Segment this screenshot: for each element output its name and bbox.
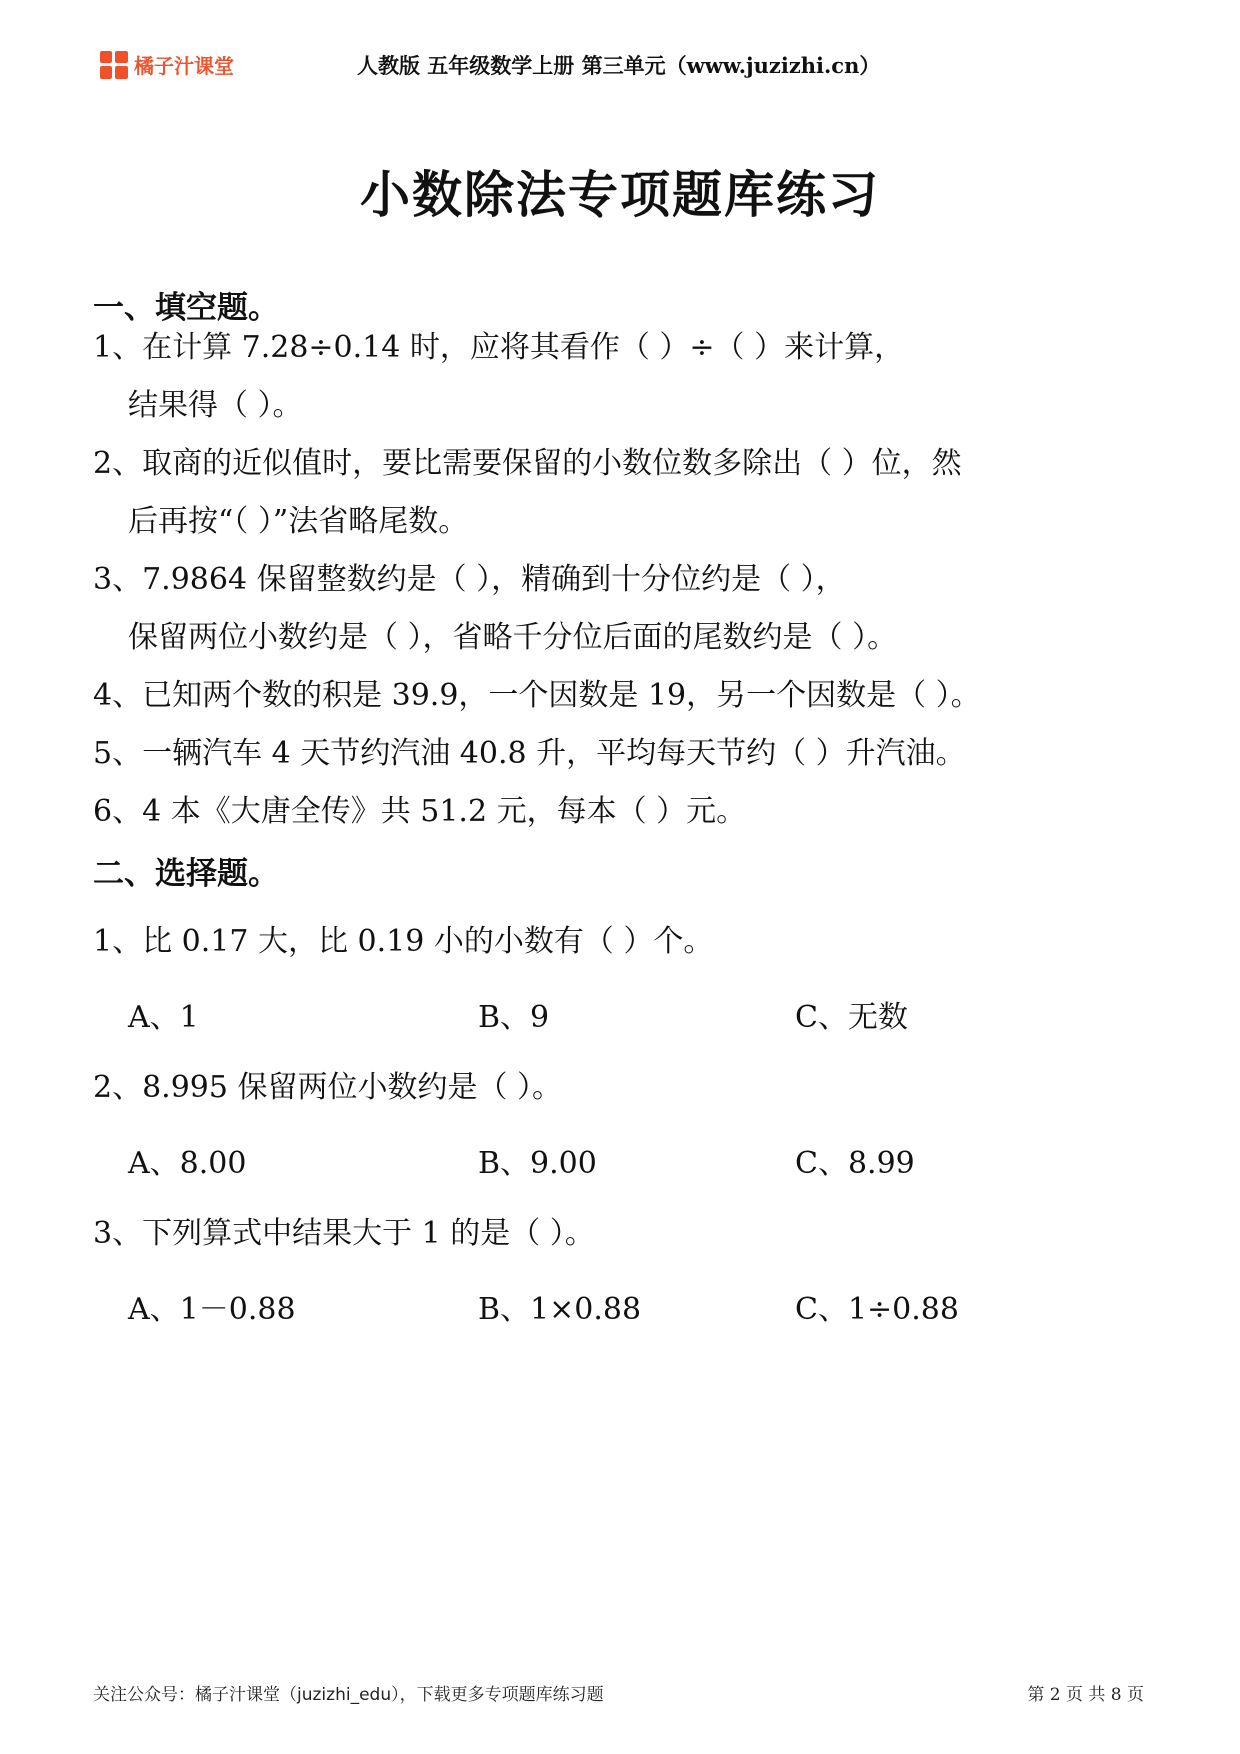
- option-c: C、1÷0.88: [795, 1292, 959, 1327]
- logo-icon: [100, 51, 128, 79]
- question-line: 5、一辆汽车 4 天节约汽油 40.8 升，平均每天节约（ ）升汽油。: [93, 736, 966, 771]
- question-line: 6、4 本《大唐全传》共 51.2 元，每本（ ）元。: [93, 794, 747, 829]
- choice-question: 3、下列算式中结果大于 1 的是（ ）。: [93, 1216, 595, 1251]
- option-c: C、8.99: [795, 1146, 915, 1181]
- question-line: 保留两位小数约是（ ），省略千分位后面的尾数约是（ ）。: [128, 620, 898, 655]
- section-heading-choice: 二、选择题。: [93, 856, 279, 892]
- page-header: [0, 44, 1240, 84]
- option-b: B、9.00: [478, 1146, 597, 1181]
- option-a: A、8.00: [128, 1146, 247, 1181]
- question-line: 4、已知两个数的积是 39.9，一个因数是 19，另一个因数是（ ）。: [93, 678, 981, 713]
- option-a: A、1: [128, 1000, 199, 1035]
- choice-question: 2、8.995 保留两位小数约是（ ）。: [93, 1070, 563, 1105]
- logo-text: 橘子汁课堂: [134, 54, 234, 78]
- option-c: C、无数: [795, 1000, 908, 1035]
- section-heading-fill-blank: 一、填空题。: [93, 290, 279, 326]
- option-a: A、1－0.88: [128, 1292, 296, 1327]
- question-line: 3、7.9864 保留整数约是（ ），精确到十分位约是（ ），: [93, 562, 846, 597]
- page-title: 小数除法专项题库练习: [360, 165, 880, 224]
- footer-promo: 关注公众号：橘子汁课堂（juzizhi_edu），下载更多专项题库练习题: [93, 1685, 604, 1705]
- question-line: 2、取商的近似值时，要比需要保留的小数位数多除出（ ）位，然: [93, 446, 962, 481]
- option-b: B、9: [478, 1000, 550, 1035]
- header-title: 人教版 五年级数学上册 第三单元（www.juzizhi.cn）: [357, 53, 881, 78]
- question-line: 后再按“（ ）”法省略尾数。: [128, 504, 469, 539]
- question-line: 结果得（ ）。: [128, 388, 303, 423]
- logo: [100, 50, 234, 79]
- question-line: 1、在计算 7.28÷0.14 时，应将其看作（ ）÷（ ）来计算，: [93, 330, 905, 365]
- choice-question: 1、比 0.17 大，比 0.19 小的小数有（ ）个。: [93, 924, 714, 959]
- page-number: 第 2 页 共 8 页: [1027, 1685, 1144, 1705]
- option-b: B、1×0.88: [478, 1292, 642, 1327]
